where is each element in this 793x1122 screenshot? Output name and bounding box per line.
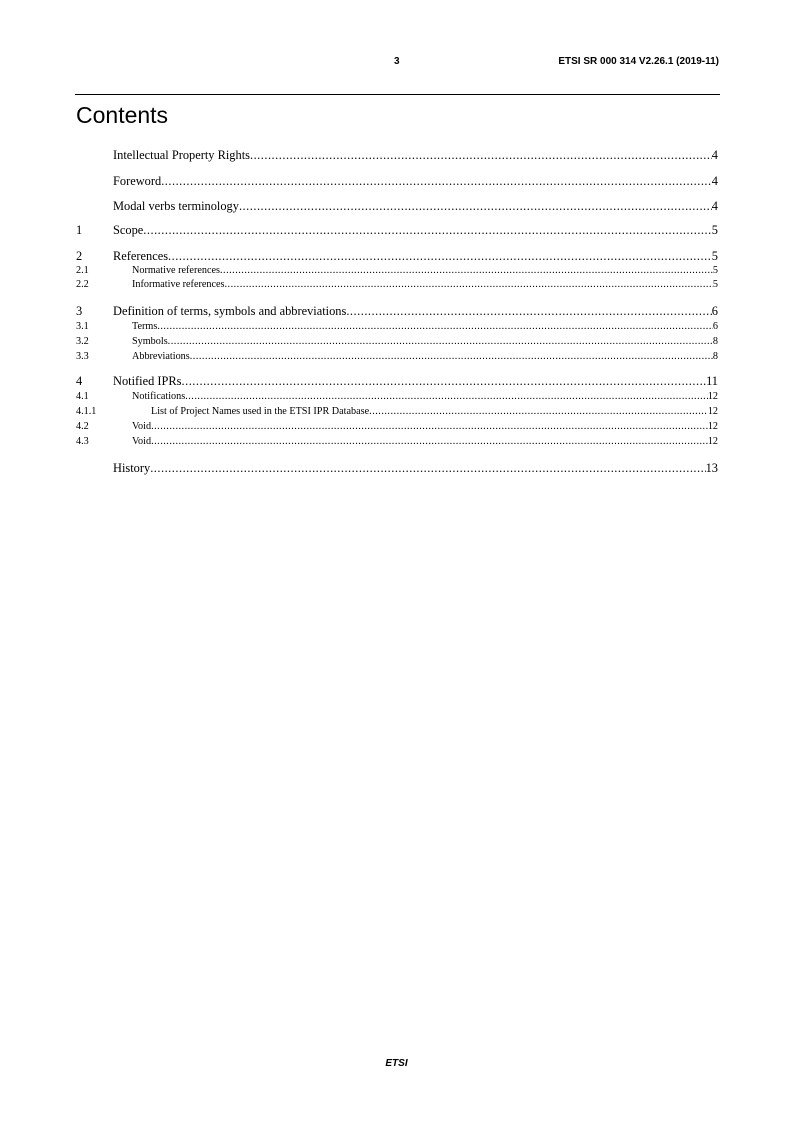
toc-entry-number: 3.3 — [76, 351, 89, 362]
toc-entry[interactable] — [76, 391, 718, 402]
toc-entry[interactable] — [76, 304, 718, 319]
toc-entry-page: 5 — [712, 279, 718, 290]
toc-entry-label: Terms — [132, 321, 158, 332]
toc-entry-number: 2 — [76, 249, 83, 263]
toc-dot-leader — [250, 148, 712, 163]
toc-dot-leader — [150, 461, 705, 476]
toc-entry[interactable] — [76, 374, 718, 389]
toc-entry-number: 3.1 — [76, 321, 89, 332]
toc-entry-page: 4 — [711, 174, 718, 188]
toc-entry[interactable] — [76, 199, 718, 214]
toc-entry-label: Void — [132, 436, 152, 447]
toc-dot-leader — [182, 374, 707, 389]
toc-dot-leader — [224, 279, 712, 290]
toc-entry-number: 2.2 — [76, 279, 89, 290]
toc-entry-label: History — [113, 461, 151, 475]
toc-entry-page: 6 — [712, 321, 718, 332]
toc-entry[interactable] — [76, 249, 718, 264]
toc-entry-page: 12 — [707, 436, 718, 447]
toc-entry[interactable] — [76, 336, 718, 347]
toc-entry-number: 1 — [76, 223, 83, 237]
toc-dot-leader — [168, 336, 713, 347]
toc-entry[interactable] — [76, 436, 718, 447]
toc-entry-page: 8 — [712, 351, 718, 362]
page-number: 3 — [394, 56, 400, 67]
toc-entry-label: Foreword — [113, 174, 162, 188]
toc-entry[interactable] — [76, 321, 718, 332]
toc-entry-label: Definition of terms, symbols and abbreviations — [113, 304, 347, 318]
toc-entry-page: 12 — [707, 421, 718, 432]
toc-entry-number: 4 — [76, 374, 83, 388]
toc-entry[interactable] — [76, 223, 718, 238]
toc-entry[interactable] — [76, 148, 718, 163]
toc-entry-label: References — [113, 249, 169, 263]
toc-entry-label: Symbols — [132, 336, 168, 347]
toc-entry-page: 6 — [711, 304, 718, 318]
page-header — [75, 56, 719, 72]
toc-entry-number: 2.1 — [76, 265, 89, 276]
toc-entry-label: Scope — [113, 223, 144, 237]
toc-dot-leader — [369, 406, 708, 417]
toc-entry-label: Normative references — [132, 265, 220, 276]
toc-entry-label: Modal verbs terminology — [113, 199, 239, 213]
toc-dot-leader — [168, 249, 712, 264]
toc-entry-page: 12 — [707, 391, 718, 402]
toc-entry-label: Notifications — [132, 391, 186, 402]
toc-entry-page: 8 — [712, 336, 718, 347]
toc-entry-label: Intellectual Property Rights — [113, 148, 250, 162]
toc-entry-page: 13 — [705, 461, 718, 475]
toc-entry-number: 4.1 — [76, 391, 89, 402]
toc-dot-leader — [157, 321, 713, 332]
toc-entry[interactable] — [76, 174, 718, 189]
toc-dot-leader — [346, 304, 711, 319]
toc-entry-page: 4 — [711, 148, 718, 162]
toc-entry-number: 4.3 — [76, 436, 89, 447]
toc-entry-page: 5 — [711, 223, 718, 237]
document-id: ETSI SR 000 314 V2.26.1 (2019-11) — [558, 56, 719, 67]
toc-entry-label: Notified IPRs — [113, 374, 182, 388]
toc-entry-page: 4 — [711, 199, 718, 213]
page-title: Contents — [76, 102, 169, 128]
toc-dot-leader — [239, 199, 712, 214]
toc-entry-page: 11 — [706, 374, 718, 388]
toc-entry-label: Informative references — [132, 279, 225, 290]
toc-entry-number: 3.2 — [76, 336, 89, 347]
toc-dot-leader — [190, 351, 713, 362]
toc-dot-leader — [151, 436, 708, 447]
toc-dot-leader — [161, 174, 712, 189]
toc-entry[interactable] — [76, 265, 718, 276]
toc-entry-label: Void — [132, 421, 152, 432]
toc-entry[interactable] — [76, 279, 718, 290]
toc-dot-leader — [185, 391, 708, 402]
toc-entry-page: 5 — [711, 249, 718, 263]
toc-dot-leader — [220, 265, 713, 276]
toc-entry-number: 3 — [76, 304, 83, 318]
header-rule — [75, 94, 720, 95]
toc-entry[interactable] — [76, 421, 718, 432]
toc-entry[interactable] — [76, 406, 718, 417]
toc-entry-label: Abbreviations — [132, 351, 190, 362]
toc-dot-leader — [143, 223, 712, 238]
toc-dot-leader — [151, 421, 708, 432]
page-footer: ETSI — [385, 1058, 408, 1069]
toc-entry[interactable] — [76, 351, 718, 362]
toc-entry[interactable] — [76, 461, 718, 476]
toc-entry-page: 12 — [707, 406, 718, 417]
toc-entry-label: List of Project Names used in the ETSI IPR Database — [151, 406, 370, 417]
toc-entry-number: 4.1.1 — [76, 406, 97, 417]
toc-entry-number: 4.2 — [76, 421, 89, 432]
toc-entry-page: 5 — [712, 265, 718, 276]
